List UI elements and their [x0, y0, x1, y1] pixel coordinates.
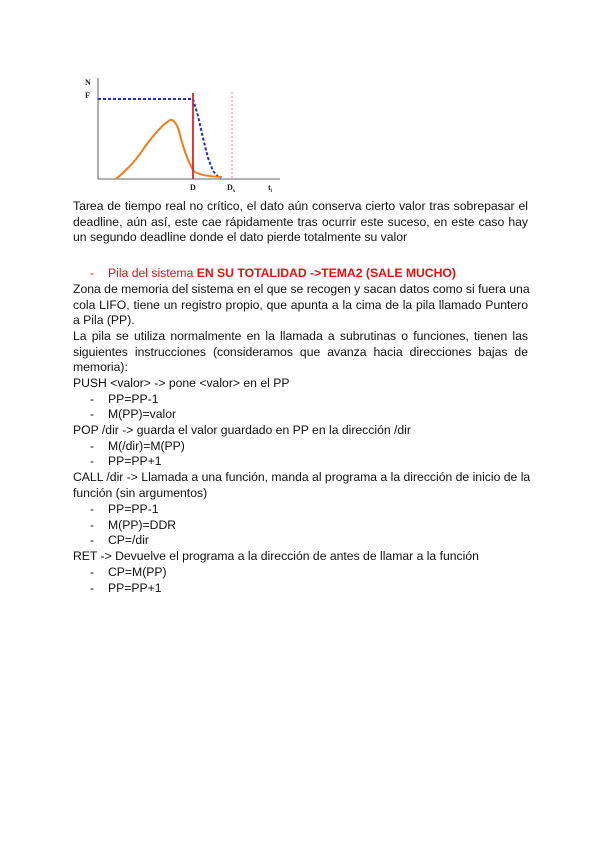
- heading-normal: Pila del sistema: [108, 266, 197, 280]
- push-item-text: PP=PP-1: [108, 392, 159, 406]
- section-heading: [90, 266, 456, 282]
- pop-title: POP /dir -> guarda el valor guardado en PP en la dirección /dir: [73, 423, 411, 437]
- ret-title: RET -> Devuelve el programa a la dirección de antes de llamar a la función: [73, 549, 479, 563]
- call-title-line: CALL /dir -> Llamada a una función, manda al programa a la dirección de inicio de la: [73, 470, 531, 484]
- pop-item: [90, 439, 185, 455]
- bullet-dash: -: [90, 502, 95, 516]
- figure-svg: [82, 76, 282, 196]
- tick-dx-main: D: [227, 183, 233, 192]
- call-title-line: función (sin argumentos): [73, 485, 208, 500]
- heading-bold: EN SU TOTALIDAD ->TEMA2 (SALE MUCHO): [196, 266, 456, 280]
- pop-item: [90, 454, 162, 470]
- bullet-dash: -: [90, 407, 95, 421]
- paragraph-stack-usage: [73, 329, 528, 376]
- bullet-dash: -: [90, 266, 95, 280]
- tick-d: D: [190, 183, 196, 192]
- push-item: [90, 407, 176, 423]
- paragraph-non-critical: [73, 199, 528, 246]
- para2-line: cola LIFO, tiene un registro propio, que apunta a la cima de la pila llamado Puntero: [73, 297, 528, 312]
- call-item: [90, 533, 149, 549]
- tick-t: [268, 183, 273, 194]
- para1-line: deadline, aún así, este cae rápidamente tras ocurrir este suceso, en este caso hay: [73, 214, 528, 229]
- bullet-dash: -: [90, 533, 95, 547]
- ret-item: [90, 581, 162, 597]
- bullet-dash: -: [90, 439, 95, 453]
- bullet-dash: -: [90, 392, 95, 406]
- para1-line: Tarea de tiempo real no crítico, el dato aún conserva cierto valor tras sobrepasar el: [73, 199, 528, 213]
- ret-item: [90, 565, 167, 581]
- push-item: [90, 392, 158, 408]
- push-title: PUSH <valor> -> pone <valor> en el PP: [73, 376, 290, 390]
- push-item-text: M(PP)=valor: [108, 407, 177, 421]
- para2-line: a Pila (PP).: [73, 313, 135, 328]
- call-item-text: PP=PP-1: [108, 502, 159, 516]
- call-item-text: CP=/dir: [108, 533, 149, 547]
- tick-t-sub: i: [270, 189, 273, 194]
- para3-line: siguientes instrucciones (consideramos que avanza hacia direcciones bajas de: [73, 344, 528, 359]
- bullet-dash: -: [90, 454, 95, 468]
- pop-item-text: PP=PP+1: [108, 454, 162, 468]
- nf-dotted-curve: [98, 99, 220, 179]
- call-item: [90, 518, 176, 534]
- tick-dx-sub: x: [232, 189, 236, 194]
- tick-t-main: t: [268, 183, 271, 192]
- para3-line: La pila se utiliza normalmente en la llamada a subrutinas o funciones, tienen las: [73, 329, 528, 343]
- value-over-time-figure: [82, 76, 282, 196]
- ret-item-text: CP=M(PP): [108, 565, 167, 579]
- ylabel-f: F: [85, 91, 90, 100]
- bullet-dash: -: [90, 518, 95, 532]
- call-item-text: M(PP)=DDR: [108, 518, 177, 532]
- tick-dx: [227, 183, 236, 194]
- para2-line: Zona de memoria del sistema en el que se recogen y sacan datos como si fuera una: [73, 282, 530, 296]
- ylabel-n: N: [85, 78, 91, 87]
- para3-line: memoria):: [73, 360, 128, 375]
- call-item: [90, 502, 158, 518]
- ret-item-text: PP=PP+1: [108, 581, 162, 595]
- pop-item-text: M(/dir)=M(PP): [108, 439, 185, 453]
- bullet-dash: -: [90, 581, 95, 595]
- paragraph-stack-definition: [73, 282, 528, 329]
- bullet-dash: -: [90, 565, 95, 579]
- para1-line: un segundo deadline donde el dato pierde totalmente su valor: [73, 230, 408, 245]
- call-title: [73, 470, 531, 501]
